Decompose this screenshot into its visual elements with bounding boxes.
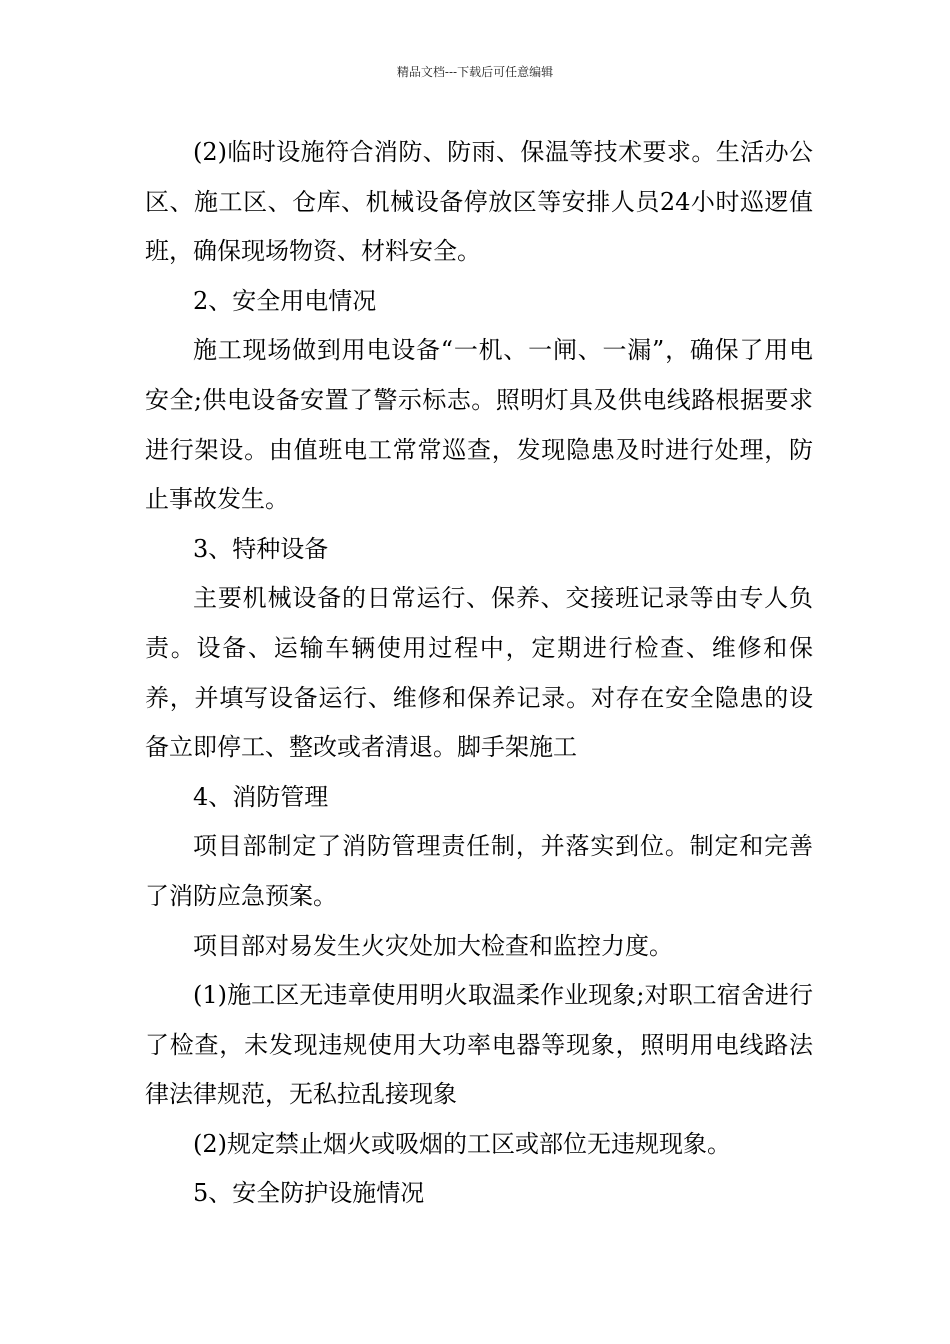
- paragraph-special-equipment: 主要机械设备的日常运行、保养、交接班记录等由专人负责。设备、运输车辆使用过程中，定期进行检查、维修和保养，并填写设备运行、维修和保养记录。对存在安全隐患的设备立即停工、整改或者清退。脚手架施工: [145, 584, 813, 762]
- paragraph-temporary-facilities: (2)临时设施符合消防、防雨、保温等技术要求。生活办公区、施工区、仓库、机械设备停放区等安排人员24小时巡逻值班，确保现场物资、材料安全。: [145, 138, 813, 266]
- section-heading-electrical-safety: 2、安全用电情况: [193, 286, 377, 315]
- section-heading-protective-facilities: 5、安全防护设施情况: [193, 1179, 425, 1208]
- paragraph-fire-inspection: 项目部对易发生火灾处加大检查和监控力度。: [193, 931, 673, 960]
- section-heading-fire-management: 4、消防管理: [193, 782, 329, 811]
- paragraph-electrical-safety: 施工现场做到用电设备“一机、一闸、一漏”，确保了用电安全;供电设备安置了警示标志。照明灯具及供电线路根据要求进行架设。由值班电工常常巡查，发现隐患及时进行处理，防止事故发生。: [145, 336, 813, 514]
- section-heading-special-equipment: 3、特种设备: [193, 534, 329, 563]
- page-header: 精品文档---下载后可任意编辑: [396, 65, 554, 79]
- paragraph-fire-responsibility: 项目部制定了消防管理责任制，并落实到位。制定和完善了消防应急预案。: [145, 832, 813, 910]
- paragraph-fire-item-2: (2)规定禁止烟火或吸烟的工区或部位无违规现象。: [193, 1129, 731, 1158]
- document-body: [145, 128, 813, 1219]
- paragraph-fire-item-1: (1)施工区无违章使用明火取温柔作业现象;对职工宿舍进行了检查，未发现违规使用大功率电器等现象，照明用电线路法律法律规范，无私拉乱接现象: [145, 981, 813, 1109]
